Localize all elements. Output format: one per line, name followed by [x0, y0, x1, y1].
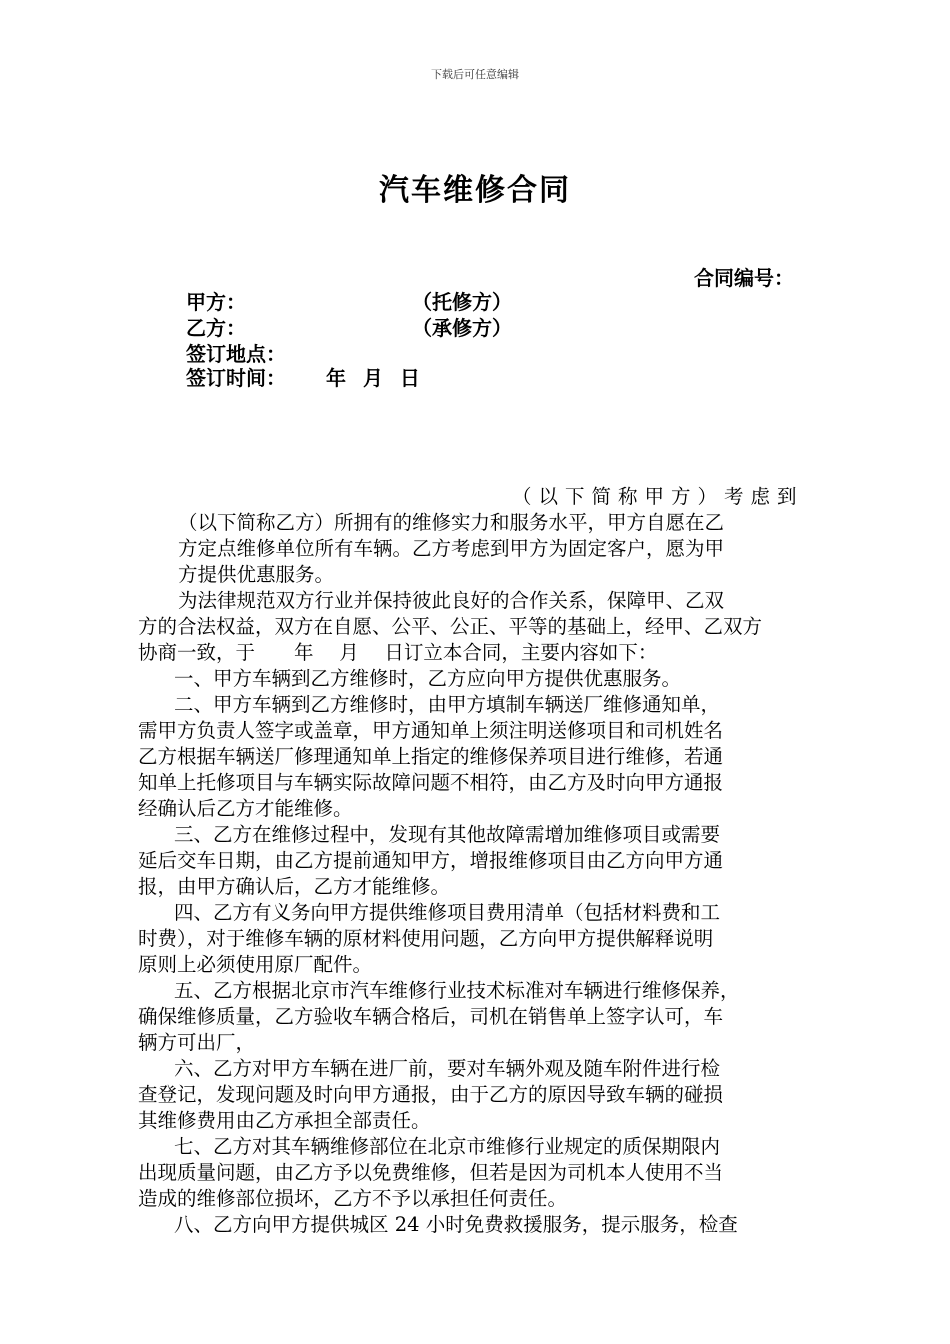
body-line: 原则上必须使用原厂配件。: [138, 953, 373, 976]
body-line: 方的合法权益，双方在自愿、公平、公正、平等的基础上，经甲、乙双方: [138, 615, 763, 638]
header-note: 下载后可任意编辑: [431, 68, 519, 81]
body-line: 辆方可出厂，: [138, 1031, 256, 1054]
body-line: 经确认后乙方才能维修。: [138, 797, 353, 820]
body-line: 二、甲方车辆到乙方维修时，由甲方填制车辆送厂维修通知单，: [174, 693, 721, 716]
body-line: 其维修费用由乙方承担全部责任。: [138, 1109, 431, 1132]
body-line: 三、乙方在维修过程中，发现有其他故障需增加维修项目或需要: [174, 823, 721, 846]
body-line: 乙方根据车辆送厂修理通知单上指定的维修保养项目进行维修，若通: [138, 745, 724, 768]
body-line: 方定点维修单位所有车辆。乙方考虑到甲方为固定客户，愿为甲: [178, 537, 725, 560]
body-line: （以下简称甲方）考虑到: [512, 485, 804, 508]
body-line: 需甲方负责人签字或盖章，甲方通知单上须注明送修项目和司机姓名: [138, 719, 724, 742]
body-line: 六、乙方对甲方车辆在进厂前，要对车辆外观及随车附件进行检: [174, 1057, 721, 1080]
contract-number-label: 合同编号：: [694, 266, 794, 290]
body-line: 报，由甲方确认后，乙方才能维修。: [138, 875, 451, 898]
body-line: 七、乙方对其车辆维修部位在北京市维修行业规定的质保期限内: [174, 1135, 721, 1158]
body-line: 造成的维修部位损坏，乙方不予以承担任何责任。: [138, 1187, 568, 1210]
sign-time-row: [186, 362, 420, 391]
body-line: 方提供优惠服务。: [178, 563, 335, 586]
body-line: 四、乙方有义务向甲方提供维修项目费用清单（包括材料费和工: [174, 901, 721, 924]
body-line: 五、乙方根据北京市汽车维修行业技术标准对车辆进行维修保养，: [174, 979, 740, 1002]
body-line: （以下简称乙方）所拥有的维修实力和服务水平，甲方自愿在乙: [178, 511, 725, 534]
sign-place-label: 签订地点：: [186, 342, 286, 366]
body-line: 为法律规范双方行业并保持彼此良好的合作关系，保障甲、乙双: [178, 589, 725, 612]
party-a-label: 甲方：: [186, 290, 246, 314]
body-line: 时费），对于维修车辆的原材料使用问题，乙方向甲方提供解释说明: [138, 927, 714, 950]
sign-time-label: 签订时间：: [186, 366, 286, 390]
party-a-row: [186, 286, 512, 315]
body-line: 查登记，发现问题及时向甲方通报，由于乙方的原因导致车辆的碰损: [138, 1083, 724, 1106]
body-line: 协商一致，于 年 月 日订立本合同，主要内容如下：: [138, 641, 658, 664]
party-b-row: [186, 312, 512, 341]
body-line: 八、乙方向甲方提供城区 24 小时免费救援服务，提示服务，检查: [174, 1213, 738, 1236]
party-b-role: （承修方）: [412, 316, 512, 340]
body-line: 知单上托修项目与车辆实际故障问题不相符，由乙方及时向甲方通报: [138, 771, 724, 794]
body-line: 出现质量问题，由乙方予以免费维修，但若是因为司机本人使用不当: [138, 1161, 724, 1184]
party-b-label: 乙方：: [186, 316, 246, 340]
body-line: 一、甲方车辆到乙方维修时，乙方应向甲方提供优惠服务。: [174, 667, 682, 690]
document-title: 汽车维修合同: [379, 173, 571, 208]
body-line: 延后交车日期，由乙方提前通知甲方，增报维修项目由乙方向甲方通: [138, 849, 724, 872]
party-a-role: （托修方）: [412, 290, 512, 314]
body-line: 确保维修质量，乙方验收车辆合格后，司机在销售单上签字认可，车: [138, 1005, 724, 1028]
sign-time-value: 年 月 日: [326, 366, 420, 390]
